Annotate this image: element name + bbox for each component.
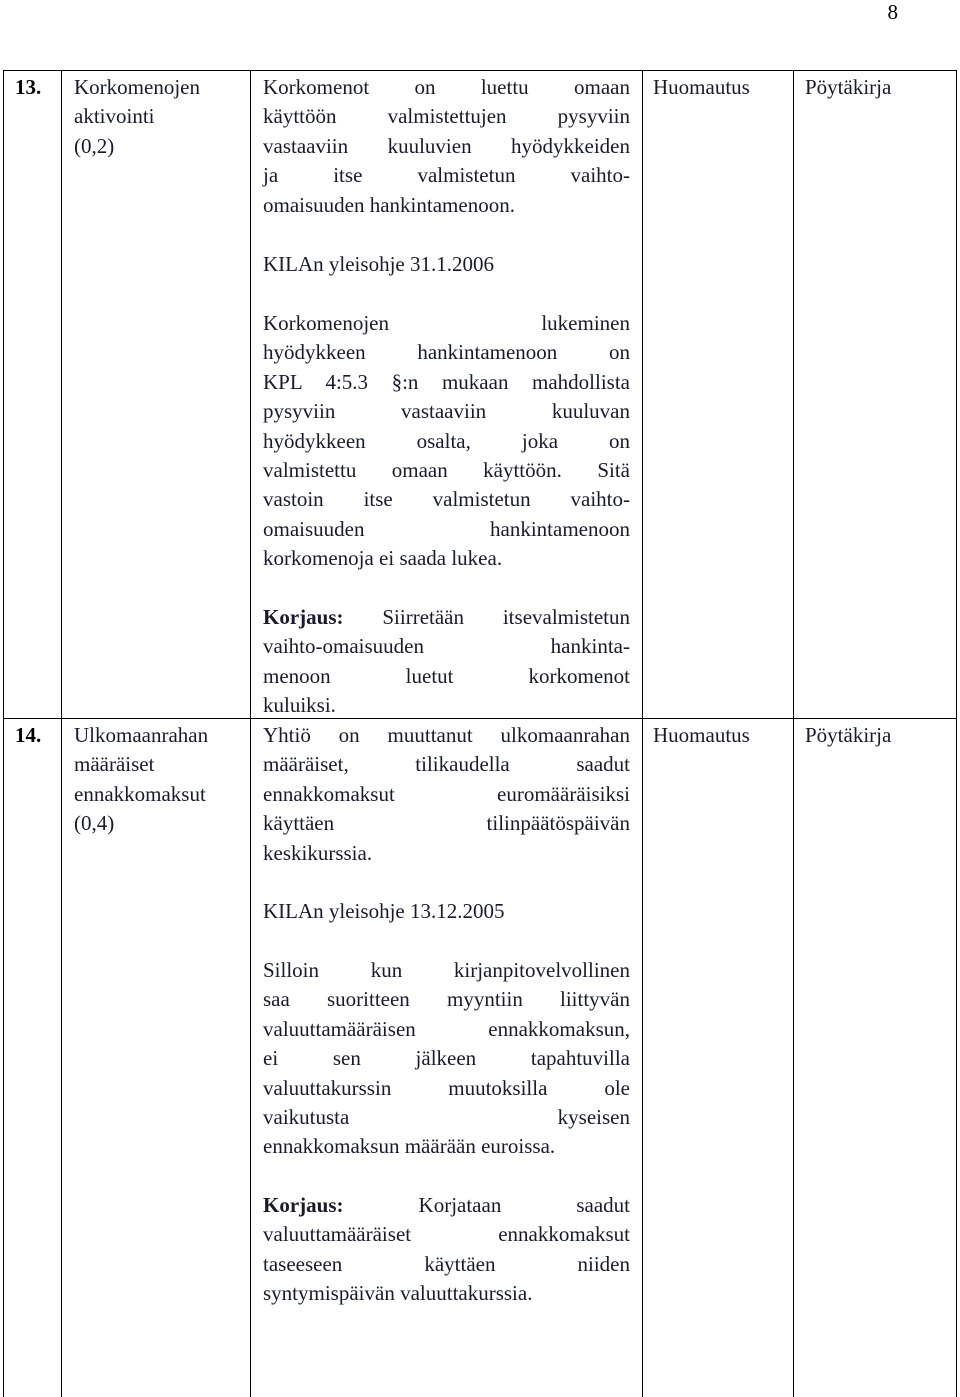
text-line: Silloin kun kirjanpitovelvollinen (263, 958, 630, 982)
text-line: vaikutusta kyseisen (263, 1104, 630, 1129)
text-line: käyttäen tilinpäätöspäivän (263, 811, 630, 836)
text-line: omaisuuden hankintamenoon. (263, 192, 515, 217)
text-line: Korkomenot on luettu omaan (263, 75, 630, 99)
text-line: ennakkomaksun määrään euroissa. (263, 1134, 556, 1159)
text-line: määräiset, tilikaudella saadut (263, 752, 630, 777)
text-line: valmistettu omaan käyttöön. Sitä (263, 457, 630, 482)
correction-label: Korjaus: (263, 1193, 344, 1217)
finding-paragraph (263, 309, 630, 574)
text-line: hyödykkeen hankintamenoon on (263, 340, 630, 365)
text-line: kuluiksi. (263, 693, 336, 718)
text-line: menoon luetut korkomenot (263, 663, 630, 688)
text-line: Siirretään itsevalmistetun (382, 605, 630, 629)
text-line: Korkomenojen lukeminen (263, 311, 630, 335)
row-number: 13. (15, 75, 42, 99)
text-line: valuuttamääräisen ennakkomaksun, (263, 1016, 630, 1041)
text-line: vastoin itse valmistetun vaihto- (263, 487, 630, 512)
text-line: vastaaviin kuuluvien hyödykkeiden (263, 133, 630, 158)
text-line: vaihto-omaisuuden hankinta- (263, 634, 630, 659)
finding-paragraph (263, 956, 630, 1162)
text-line: korkomenoja ei saada lukea. (263, 546, 503, 571)
page-number: 8 (887, 0, 898, 24)
text-line: Yhtiö on muuttanut ulkomaanrahan (263, 723, 630, 747)
row-number: 14. (15, 723, 42, 747)
text-line: saa suoritteen myyntiin liittyvän (263, 987, 630, 1012)
text-line: syntymispäivän valuuttakurssia. (263, 1281, 533, 1306)
text-line: KPL 4:5.3 §:n mukaan mahdollista (263, 369, 630, 394)
text-line: taseeseen käyttäen niiden (263, 1251, 630, 1276)
text-line: valuuttamääräiset ennakkomaksut (263, 1222, 630, 1247)
finding-paragraph (263, 73, 630, 220)
action: Pöytäkirja (805, 75, 892, 99)
text-line: Korjataan saadut (418, 1193, 630, 1217)
text-line: keskikurssia. (263, 840, 373, 865)
topic-line: Ulkomaanrahan (74, 723, 209, 747)
text-line: ja itse valmistetun vaihto- (263, 163, 630, 188)
finding-paragraph (263, 721, 630, 868)
correction-label: Korjaus: (263, 605, 344, 629)
text-line: ennakkomaksut euromääräisiksi (263, 781, 630, 806)
classification: Huomautus (653, 75, 750, 99)
action: Pöytäkirja (805, 723, 892, 747)
topic-line: (0,2) (74, 133, 115, 158)
column-divider (793, 70, 794, 1397)
topic-line: (0,4) (74, 811, 115, 836)
text-line: pysyviin vastaaviin kuuluvan (263, 399, 630, 424)
column-divider (250, 70, 251, 1397)
column-divider (61, 70, 62, 1397)
text-line: valuuttakurssin muutoksilla ole (263, 1075, 630, 1100)
text-line: käyttöön valmistettujen pysyviin (263, 104, 630, 129)
classification: Huomautus (653, 723, 750, 747)
row-topic (74, 73, 200, 161)
reference-guideline: KILAn yleisohje 31.1.2006 (263, 252, 494, 276)
correction-paragraph (263, 603, 630, 721)
topic-line: määräiset (74, 752, 155, 777)
text-line: omaisuuden hankintamenoon (263, 516, 630, 541)
text-line: hyödykkeen osalta, joka on (263, 428, 630, 453)
topic-line: aktivointi (74, 104, 155, 129)
column-divider (642, 70, 643, 1397)
row-topic (74, 721, 208, 839)
topic-line: ennakkomaksut (74, 781, 206, 806)
topic-line: Korkomenojen (74, 75, 200, 99)
text-line: ei sen jälkeen tapahtuvilla (263, 1046, 630, 1071)
correction-paragraph (263, 1191, 630, 1309)
reference-guideline: KILAn yleisohje 13.12.2005 (263, 899, 505, 923)
